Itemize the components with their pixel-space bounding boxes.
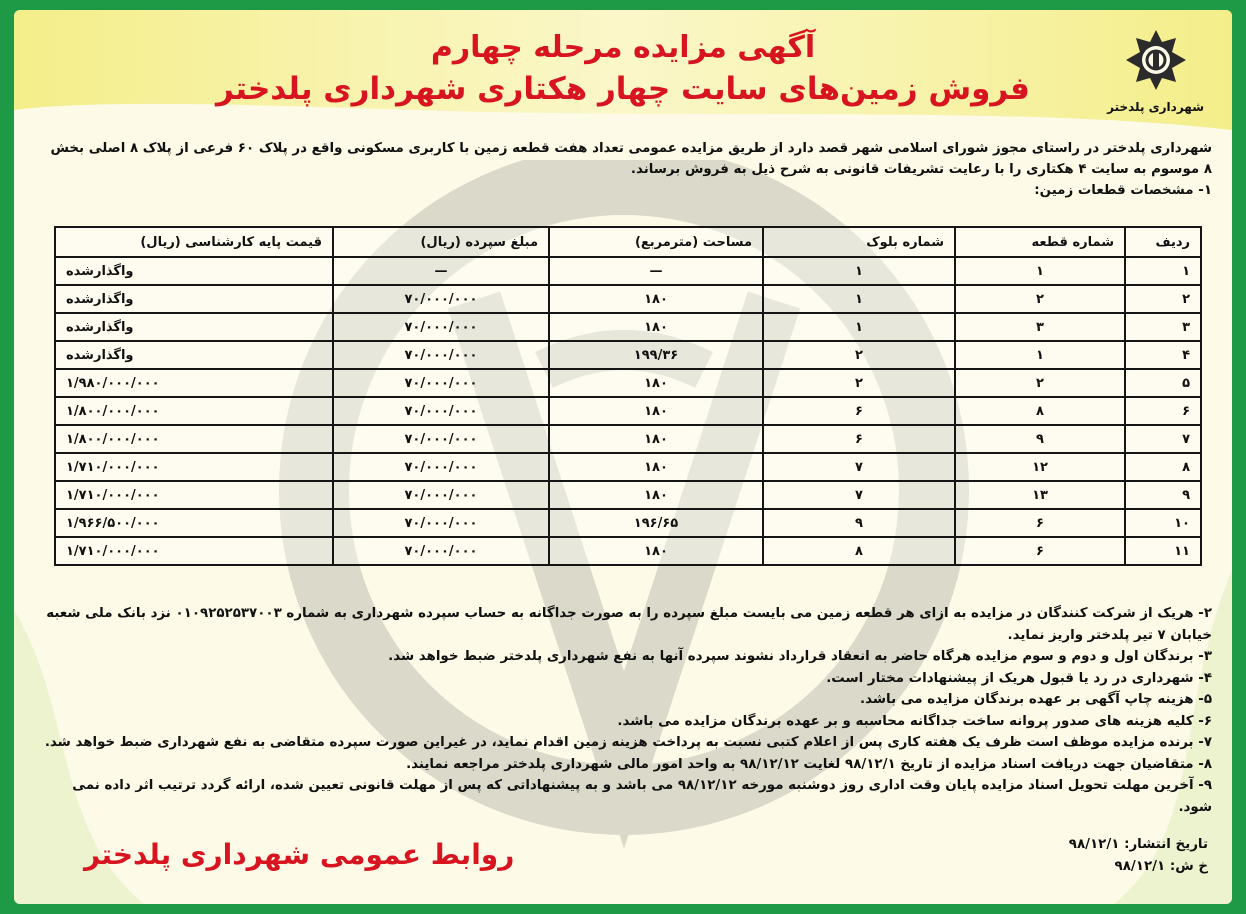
header-base-price: قیمت پایه کارشناسی (ریال): [55, 227, 333, 257]
term-item: ۶- کلیه هزینه های صدور پروانه ساخت جداگانه محاسبه و بر عهده برندگان مزایده می باشد.: [617, 713, 1212, 729]
cell-block: ۱: [763, 257, 955, 285]
cell-price: واگذارشده: [55, 285, 333, 313]
title-line-1: آگهی مزایده مرحله چهارم: [430, 30, 816, 65]
term-item: ۸- متقاضیان جهت دریافت اسناد مزایده از تاریخ ۹۸/۱۲/۱ لغایت ۹۸/۱۲/۱۲ به واحد امور مالی شهرداری پلدختر مراجعه نمایند.: [406, 756, 1212, 772]
signature: روابط عمومی شهرداری پلدختر: [84, 838, 515, 871]
cell-price: واگذارشده: [55, 257, 333, 285]
cell-block: ۲: [763, 341, 955, 369]
header-block-number: شماره بلوک: [763, 227, 955, 257]
cell-plot: ۲: [955, 369, 1125, 397]
cell-row: ۹: [1125, 481, 1201, 509]
cell-block: ۷: [763, 481, 955, 509]
title-line-2: فروش زمین‌های سایت چهار هکتاری شهرداری پلدختر: [216, 71, 1030, 107]
intro: [44, 138, 1212, 201]
cell-plot: ۱: [955, 257, 1125, 285]
cell-row: ۵: [1125, 369, 1201, 397]
cell-price: ۱/۸۰۰/۰۰۰/۰۰۰: [55, 425, 333, 453]
cell-plot: ۶: [955, 537, 1125, 565]
cell-row: ۱۱: [1125, 537, 1201, 565]
cell-row: ۷: [1125, 425, 1201, 453]
table-row: [55, 313, 1201, 341]
table-row: [55, 257, 1201, 285]
cell-price: ۱/۹۶۶/۵۰۰/۰۰۰: [55, 509, 333, 537]
table-header-row: [55, 227, 1201, 257]
cell-row: ۳: [1125, 313, 1201, 341]
cell-row: ۲: [1125, 285, 1201, 313]
term-item: ۴- شهرداری در رد یا قبول هریک از پیشنهادات مختار است.: [826, 670, 1212, 686]
cell-deposit: ۷۰/۰۰۰/۰۰۰: [333, 369, 549, 397]
table-row: [55, 397, 1201, 425]
cell-price: ۱/۸۰۰/۰۰۰/۰۰۰: [55, 397, 333, 425]
cell-block: ۹: [763, 509, 955, 537]
term-item: ۲- هریک از شرکت کنندگان در مزایده به ازای هر قطعه زمین می بایست مبلغ سپرده را به صورت جداگانه به حساب سپرده شهرداری به شماره ۰۱۰۹۲۵۲۵۳۷۰۰۳ نزد بانک ملی شعبه خیابان ۷ تیر پلدختر واریز نماید.: [46, 606, 1212, 643]
term-item: ۳- برندگان اول و دوم و سوم مزایده هرگاه حاضر به انعقاد قرارداد نشوند سپرده آنها به نفع شهرداری پلدختر ضبط خواهد شد.: [388, 649, 1212, 664]
plots-table: [54, 226, 1202, 566]
municipality-logo: [1108, 28, 1204, 114]
cell-deposit: ۷۰/۰۰۰/۰۰۰: [333, 341, 549, 369]
header-plot-number: شماره قطعه: [955, 227, 1125, 257]
cell-price: ۱/۷۱۰/۰۰۰/۰۰۰: [55, 481, 333, 509]
table-row: [55, 481, 1201, 509]
cell-area: ۱۸۰: [549, 369, 763, 397]
table-row: [55, 341, 1201, 369]
municipality-emblem-icon: [1124, 28, 1188, 92]
cell-price: ۱/۷۱۰/۰۰۰/۰۰۰: [55, 453, 333, 481]
cell-block: ۸: [763, 537, 955, 565]
cell-deposit: ۷۰/۰۰۰/۰۰۰: [333, 509, 549, 537]
table-row: [55, 285, 1201, 313]
cell-plot: ۳: [955, 313, 1125, 341]
cell-plot: ۶: [955, 509, 1125, 537]
cell-price: واگذارشده: [55, 341, 333, 369]
org-name: شهرداری پلدختر: [1107, 100, 1204, 114]
cell-plot: ۱: [955, 341, 1125, 369]
advertisement-page: [14, 10, 1232, 904]
cell-deposit: ۷۰/۰۰۰/۰۰۰: [333, 313, 549, 341]
cell-area: ۱۸۰: [549, 313, 763, 341]
term-item: ۹- آخرین مهلت تحویل اسناد مزایده پایان وقت اداری روز دوشنبه مورخه ۹۸/۱۲/۱۲ می باشد و به پیشنهاداتی که پس از مهلت قانونی تعیین شده، ارائه گردد ترتیب اثر داده نمی شود.: [72, 778, 1212, 815]
cell-row: ۱۰: [1125, 509, 1201, 537]
cell-deposit: ۷۰/۰۰۰/۰۰۰: [333, 453, 549, 481]
reference-code: خ ش: ۹۸/۱۲/۱: [1114, 859, 1208, 874]
publish-date: تاریخ انتشار: ۹۸/۱۲/۱: [1068, 837, 1208, 852]
table-row: [55, 453, 1201, 481]
cell-row: ۶: [1125, 397, 1201, 425]
cell-area: ۱۸۰: [549, 425, 763, 453]
cell-row: ۸: [1125, 453, 1201, 481]
cell-area: ۱۸۰: [549, 397, 763, 425]
cell-plot: ۹: [955, 425, 1125, 453]
cell-deposit: ۷۰/۰۰۰/۰۰۰: [333, 425, 549, 453]
table-row: [55, 369, 1201, 397]
cell-area: ۱۸۰: [549, 285, 763, 313]
cell-row: ۱: [1125, 257, 1201, 285]
cell-plot: ۸: [955, 397, 1125, 425]
intro-paragraph: شهرداری پلدختر در راستای مجوز شورای اسلامی شهر قصد دارد از طریق مزایده عمومی تعداد هفت قطعه زمین با کاربری مسکونی واقع در پلاک ۶۰ فرعی از پلاک ۸ اصلی بخش ۸ موسوم به سایت ۴ هکتاری را با رعایت تشریفات قانونی به شرح ذیل به فروش برساند.: [50, 141, 1212, 177]
cell-area: ۱۸۰: [549, 537, 763, 565]
table-body: [55, 257, 1201, 565]
cell-deposit: —: [333, 257, 549, 285]
table-row: [55, 509, 1201, 537]
cell-price: واگذارشده: [55, 313, 333, 341]
cell-row: ۴: [1125, 341, 1201, 369]
cell-deposit: ۷۰/۰۰۰/۰۰۰: [333, 397, 549, 425]
cell-plot: ۱۳: [955, 481, 1125, 509]
cell-area: —: [549, 257, 763, 285]
cell-deposit: ۷۰/۰۰۰/۰۰۰: [333, 285, 549, 313]
cell-block: ۶: [763, 425, 955, 453]
cell-price: ۱/۹۸۰/۰۰۰/۰۰۰: [55, 369, 333, 397]
cell-block: ۲: [763, 369, 955, 397]
term-item: ۵- هزینه چاپ آگهی بر عهده برندگان مزایده می باشد.: [860, 692, 1212, 707]
table-row: [55, 537, 1201, 565]
cell-block: ۷: [763, 453, 955, 481]
headline: [154, 28, 1092, 110]
header-area: مساحت (مترمربع): [549, 227, 763, 257]
cell-area: ۱۹۶/۶۵: [549, 509, 763, 537]
cell-deposit: ۷۰/۰۰۰/۰۰۰: [333, 481, 549, 509]
terms-list: [44, 603, 1212, 818]
cell-block: ۶: [763, 397, 955, 425]
cell-plot: ۱۲: [955, 453, 1125, 481]
cell-plot: ۲: [955, 285, 1125, 313]
section-heading: ۱- مشخصات قطعات زمین:: [1034, 183, 1212, 198]
header-deposit: مبلغ سپرده (ریال): [333, 227, 549, 257]
table-row: [55, 425, 1201, 453]
cell-price: ۱/۷۱۰/۰۰۰/۰۰۰: [55, 537, 333, 565]
cell-block: ۱: [763, 285, 955, 313]
cell-area: ۱۸۰: [549, 453, 763, 481]
term-item: ۷- برنده مزایده موظف است ظرف یک هفته کاری پس از اعلام کتبی نسبت به پرداخت هزینه زمین اقدام نماید، در غیراین صورت سپرده متقاضی به نفع شهرداری ضبط خواهد شد.: [44, 735, 1212, 750]
publication-meta: [1069, 834, 1208, 878]
cell-block: ۱: [763, 313, 955, 341]
header-row-number: ردیف: [1125, 227, 1201, 257]
cell-deposit: ۷۰/۰۰۰/۰۰۰: [333, 537, 549, 565]
cell-area: ۱۸۰: [549, 481, 763, 509]
cell-area: ۱۹۹/۳۶: [549, 341, 763, 369]
